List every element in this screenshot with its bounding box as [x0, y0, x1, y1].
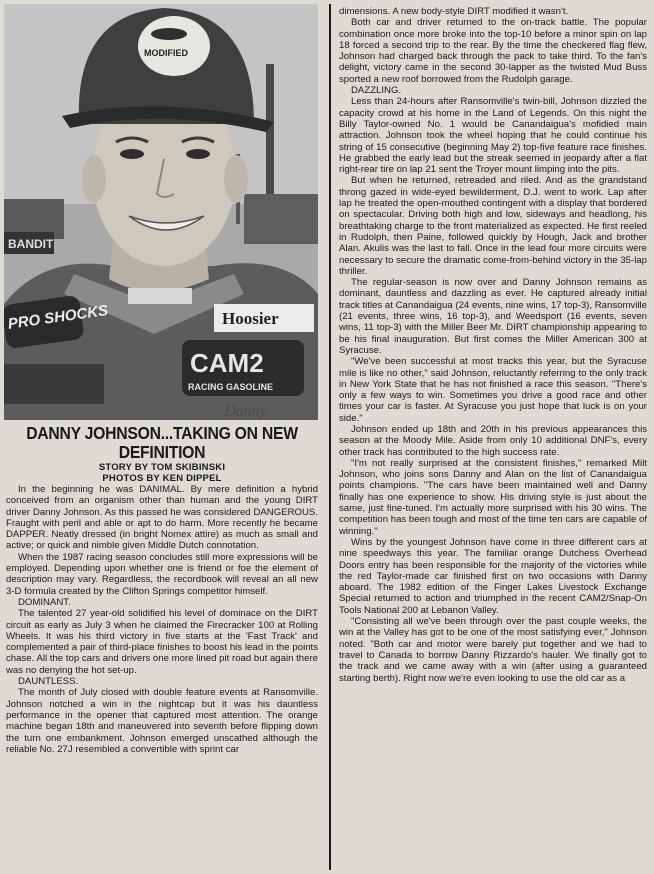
paragraph: dimensions. A new body-style DIRT modified it wasn't. — [339, 6, 569, 17]
left-article-body — [6, 484, 318, 755]
hoosier-patch: Hoosier — [222, 309, 279, 328]
banner-logo-text: BANDIT — [8, 237, 54, 251]
article-title: DANNY JOHNSON...TAKING ON NEW DEFINITION — [26, 423, 298, 462]
hat-logo-text: MODIFIED — [144, 48, 188, 58]
paragraph: But when he returned, retreaded and riled. And as the grandstand throng gazed in wide-eyed bewilderment, D.J. went to work. Lap after lap he treated the open-mouthed contingent with a display that bordered on spectacular. Driving both high and low, sideways and headlong, his breathtaking charge to the front materialized as expected. He first reeled in Rudolph, then Paine, followed quickly by Hough, Jack and brother Alan. Akulis was the last to fall. Once in the lead four more circuits were necessary to secure the dramatic come-from-behind victory in the 35-lap thriller. — [339, 175, 647, 277]
paragraph: The month of July closed with double feature events at Ransomville. Johnson notched a win in the nightcap but it was his dauntless performance in the opener that captured most attention. The orange machine began 18th and maneuvered into seventh before flipping down the turn one embankment. Johnson emerged unscathed although the reliable No. 27J resembled a convertible with sprint car — [6, 687, 318, 755]
section-kicker: DOMINANT. — [18, 596, 71, 608]
photo-byline: PHOTOS BY KEN DIPPEL — [102, 473, 222, 484]
section-kicker: DAZZLING. — [351, 85, 402, 97]
paragraph: Johnson ended up 18th and 20th in his previous appearances this season at the Moody Mile. Aside from only 10 additional DNF's, every other track has contributed to the high success rate. — [339, 423, 647, 458]
paragraph: "I'm not really surprised at the consistent finishes," remarked Milt Johnson, who joins sons Danny and Alan on the list of Canandaigua points champions. "The cars have been maintained well and Danny finally has one experience to show. His driving style is just about the same, just fine-tuned. I'm actually more surprised with his 30 wins. The competition has been tough and most of the time ten cars are capable of winning." — [339, 457, 647, 537]
paragraph: Wins by the youngest Johnson have come in three different cars at nine speedways this year. The familiar orange Dutchess Overhead Doors entry has been responsible for the majority of the victories while the red Taylor-made car finished first on two occasions with Danny aboard. The 1982 edition of the Finger Lakes Livestock Exchange Special returned to action and triumphed in the recent CAM2/Snap-On Tools National 200 at Lebanon Valley. — [339, 536, 647, 616]
paragraph: In the beginning he was DANIMAL. By mere definition a hybrid conceived from an organism other than human and the young DIRT driver Danny Johnson. As this passed he was considered DANGEROUS. Fraught with peril and able or apt to do harm. More recently he became DAPPER. Neatly dressed (in bright Nomex attire) as much as small and active; or quick and nimble given Middle Dutch connotation. — [6, 484, 318, 552]
cam2-subtext: RACING GASOLINE — [188, 382, 274, 392]
pro-shocks-patch: PRO SHOCKS — [6, 301, 110, 333]
paragraph: When the 1987 racing season concludes still more expressions will be employed. Depending upon whether one is friend or foe the element of description may vary. Regardless, the recordbook will reveal an all new 3-D formula created by the Clifton Springs competitor himself. — [6, 551, 318, 597]
paragraph: The regular-season is now over and Danny Johnson remains as dominant, dauntless and dazzling as ever. He captured already initial track titles at Canandaigua (24 events, nine wins, 17 top-3), Ransomville (21 events, three wins, 16 top-3), and Weedsport (16 events, seven wins, 11 top-3) with the Miller Beer Mr. DIRT championship appearing to be his final inauguration. But first comes the Miller American 300 at Syracuse. — [339, 277, 647, 356]
paragraph: Less than 24-hours after Ransomville's twin-bill, Johnson dizzled the capacity crowd at his home in the Land of Legends. On this night the Billy Taylor-owned No. 1 would be Canandaigua's mofidied main attraction. Johnson took the wheel hoping that he could continue his string of 15 consecutive (beginning May 2) top-five feature race finishes. He grabbed the early lead but the streak seemed in jeopardy after a flat right-rear tire on lap 21 sent the Troyer mount limping into the pits. — [339, 96, 647, 176]
name-embroidery: Danny — [224, 403, 267, 420]
left-column — [6, 420, 318, 755]
column-divider — [329, 4, 331, 870]
cam2-patch: CAM2 — [190, 348, 264, 378]
right-article-body — [339, 6, 647, 684]
paragraph: "Consisting all we've been through over the past couple weeks, the win at the Valley has got to be one of the most satisfying ever," Johnson noted. "Both car and motor were barely put together and we had to travel to Canada to borrow Danny Rizzardo's hauler. We finally got to the track and we came away with a win (after using a guaranteed starting berth). Right now we're even looking to use the old car as a — [339, 616, 647, 684]
section-kicker: DAUNTLESS. — [18, 676, 79, 688]
paragraph: Both car and driver returned to the on-track battle. The popular combination once more broke into the top-10 before a minor spin on lap 18 forced a second trip to the rear. By the time the checkered flag flew, Johnson had charged back through the pack to take third. To the fan's delight, victory came in the second 30-lapper as the twisted Mud Buss sported a new roof borrowed from the Rudolph garage. — [339, 17, 647, 85]
right-column — [339, 6, 647, 684]
paragraph: The talented 27 year-old solidified his level of dominace on the DIRT circuit as early as July 3 when he claimed the Firecracker 100 at Rolling Wheels. It was his third victory in five starts at the 'Fast Track' and complemented a pair of third-place finishes to boost his lead in the points chase. All the top cars and drivers one more lined pit road but again there was no denying the hot set-up. — [6, 608, 318, 676]
driver-portrait-photo — [4, 4, 318, 420]
story-byline: STORY BY TOM SKIBINSKI — [98, 462, 226, 473]
paragraph: "We've been successful at most tracks this year, but the Syracuse mile is like no other," said Johnson, reluctantly referring to the only track in New York State that he has not finished a race this season. "There's only a few ways to win. Sometimes you drive a good race and other times your car is faster. At Syracuse you just hope that luck is on your side." — [339, 356, 647, 424]
